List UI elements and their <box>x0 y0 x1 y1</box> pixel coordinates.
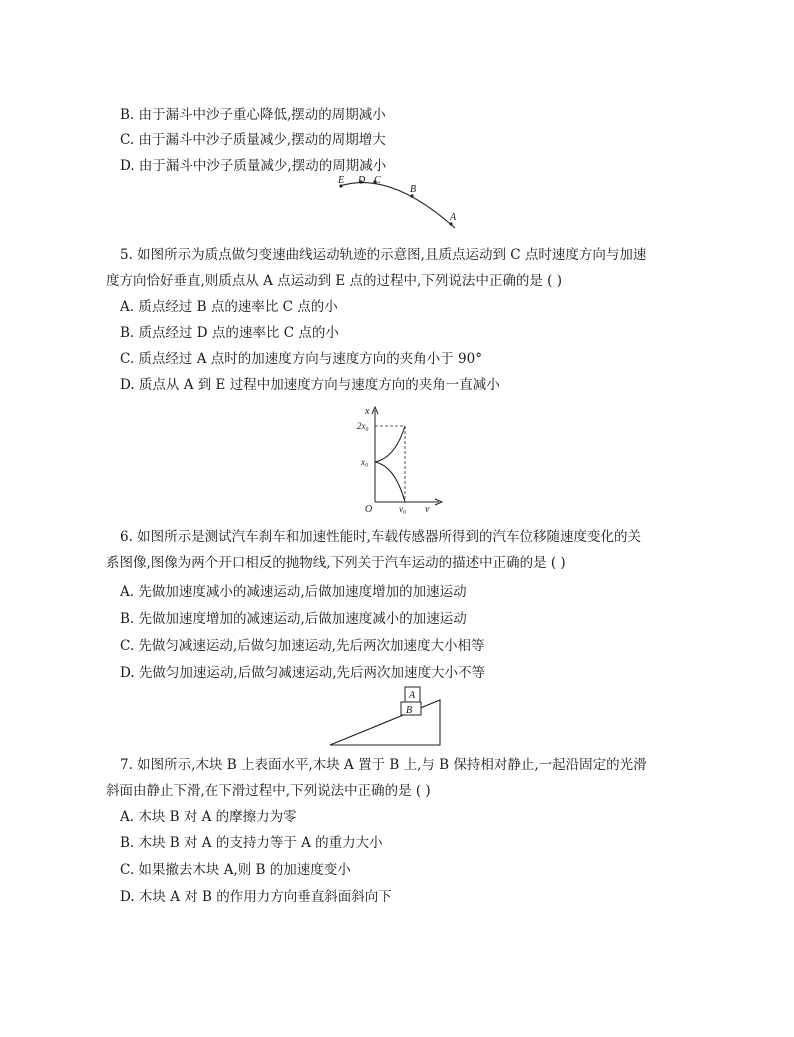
q7-option-d: D. 木块 A 对 B 的作用力方向垂直斜面斜向下 <box>120 889 392 905</box>
q5-option-a: A. 质点经过 B 点的速率比 C 点的小 <box>120 299 338 315</box>
q7-stem-line-1: 7. 如图所示,木块 B 上表面水平,木块 A 置于 B 上,与 B 保持相对静止,一起沿固定的光滑 <box>120 757 647 773</box>
q5-option-b: B. 质点经过 D 点的速率比 C 点的小 <box>120 325 339 341</box>
y-tick-x0: x₀ <box>361 457 369 467</box>
q6-option-d: D. 先做匀加速运动,后做匀减速运动,先后两次加速度大小不等 <box>120 665 486 681</box>
x-axis-label: v <box>425 504 430 514</box>
label-a: A <box>450 212 457 223</box>
x-tick-v0: v₀ <box>399 504 407 514</box>
q5-stem-line-1: 5. 如图所示为质点做匀变速曲线运动轨迹的示意图,且质点运动到 C 点时速度方向与加速 <box>120 247 647 263</box>
q6-stem-line-1: 6. 如图所示是测试汽车刹车和加速性能时,车载传感器所得到的汽车位移随速度变化的关 <box>120 529 641 545</box>
q6-option-b: B. 先做加速度增加的减速运动,后做加速度减小的加速运动 <box>120 611 467 627</box>
trajectory-curve <box>340 183 455 228</box>
q6-option-a: A. 先做加速度减小的减速运动,后做加速度增加的加速运动 <box>120 584 467 600</box>
q7-option-a: A. 木块 B 对 A 的摩擦力为零 <box>120 809 297 825</box>
q7-option-c: C. 如果撤去木块 A,则 B 的加速度变小 <box>120 862 351 878</box>
lower-parabola <box>375 462 405 502</box>
label-d: D <box>358 175 366 186</box>
q7-stem-line-2: 斜面由静止下滑,在下滑过程中,下列说法中正确的是 ( ) <box>106 783 431 799</box>
label-block-a: A <box>409 690 416 701</box>
origin-label: O <box>365 504 373 514</box>
q6-xv-graph <box>355 402 445 514</box>
q4-option-b: B. 由于漏斗中沙子重心降低,摆动的周期减小 <box>120 107 386 123</box>
q6-option-c: C. 先做匀减速运动,后做匀加速运动,先后两次加速度大小相等 <box>120 638 485 654</box>
label-block-b: B <box>406 705 413 716</box>
y-tick-2x0: 2x₀ <box>357 421 369 431</box>
q4-option-c: C. 由于漏斗中沙子质量减少,摆动的周期增大 <box>120 132 386 148</box>
label-e: E <box>338 175 345 186</box>
q5-trajectory-figure <box>330 172 470 234</box>
upper-parabola <box>375 426 405 462</box>
q5-option-d: D. 质点从 A 到 E 过程中加速度方向与速度方向的夹角一直减小 <box>120 377 500 393</box>
y-axis-label: x <box>365 406 370 417</box>
q4-option-d: D. 由于漏斗中沙子质量减少,摆动的周期减小 <box>120 158 387 174</box>
q6-stem-line-2: 系图像,图像为两个开口相反的抛物线,下列关于汽车运动的描述中正确的是 ( ) <box>106 555 566 571</box>
q5-stem-line-2: 度方向恰好垂直,则质点从 A 点运动到 E 点的过程中,下列说法中正确的是 ( ) <box>106 273 562 289</box>
label-b: B <box>410 184 417 195</box>
q5-option-c: C. 质点经过 A 点时的加速度方向与速度方向的夹角小于 90° <box>120 351 482 367</box>
q7-incline-figure <box>325 682 445 748</box>
label-c: C <box>374 175 381 186</box>
q7-option-b: B. 木块 B 对 A 的支持力等于 A 的重力大小 <box>120 835 383 851</box>
incline <box>330 700 440 745</box>
